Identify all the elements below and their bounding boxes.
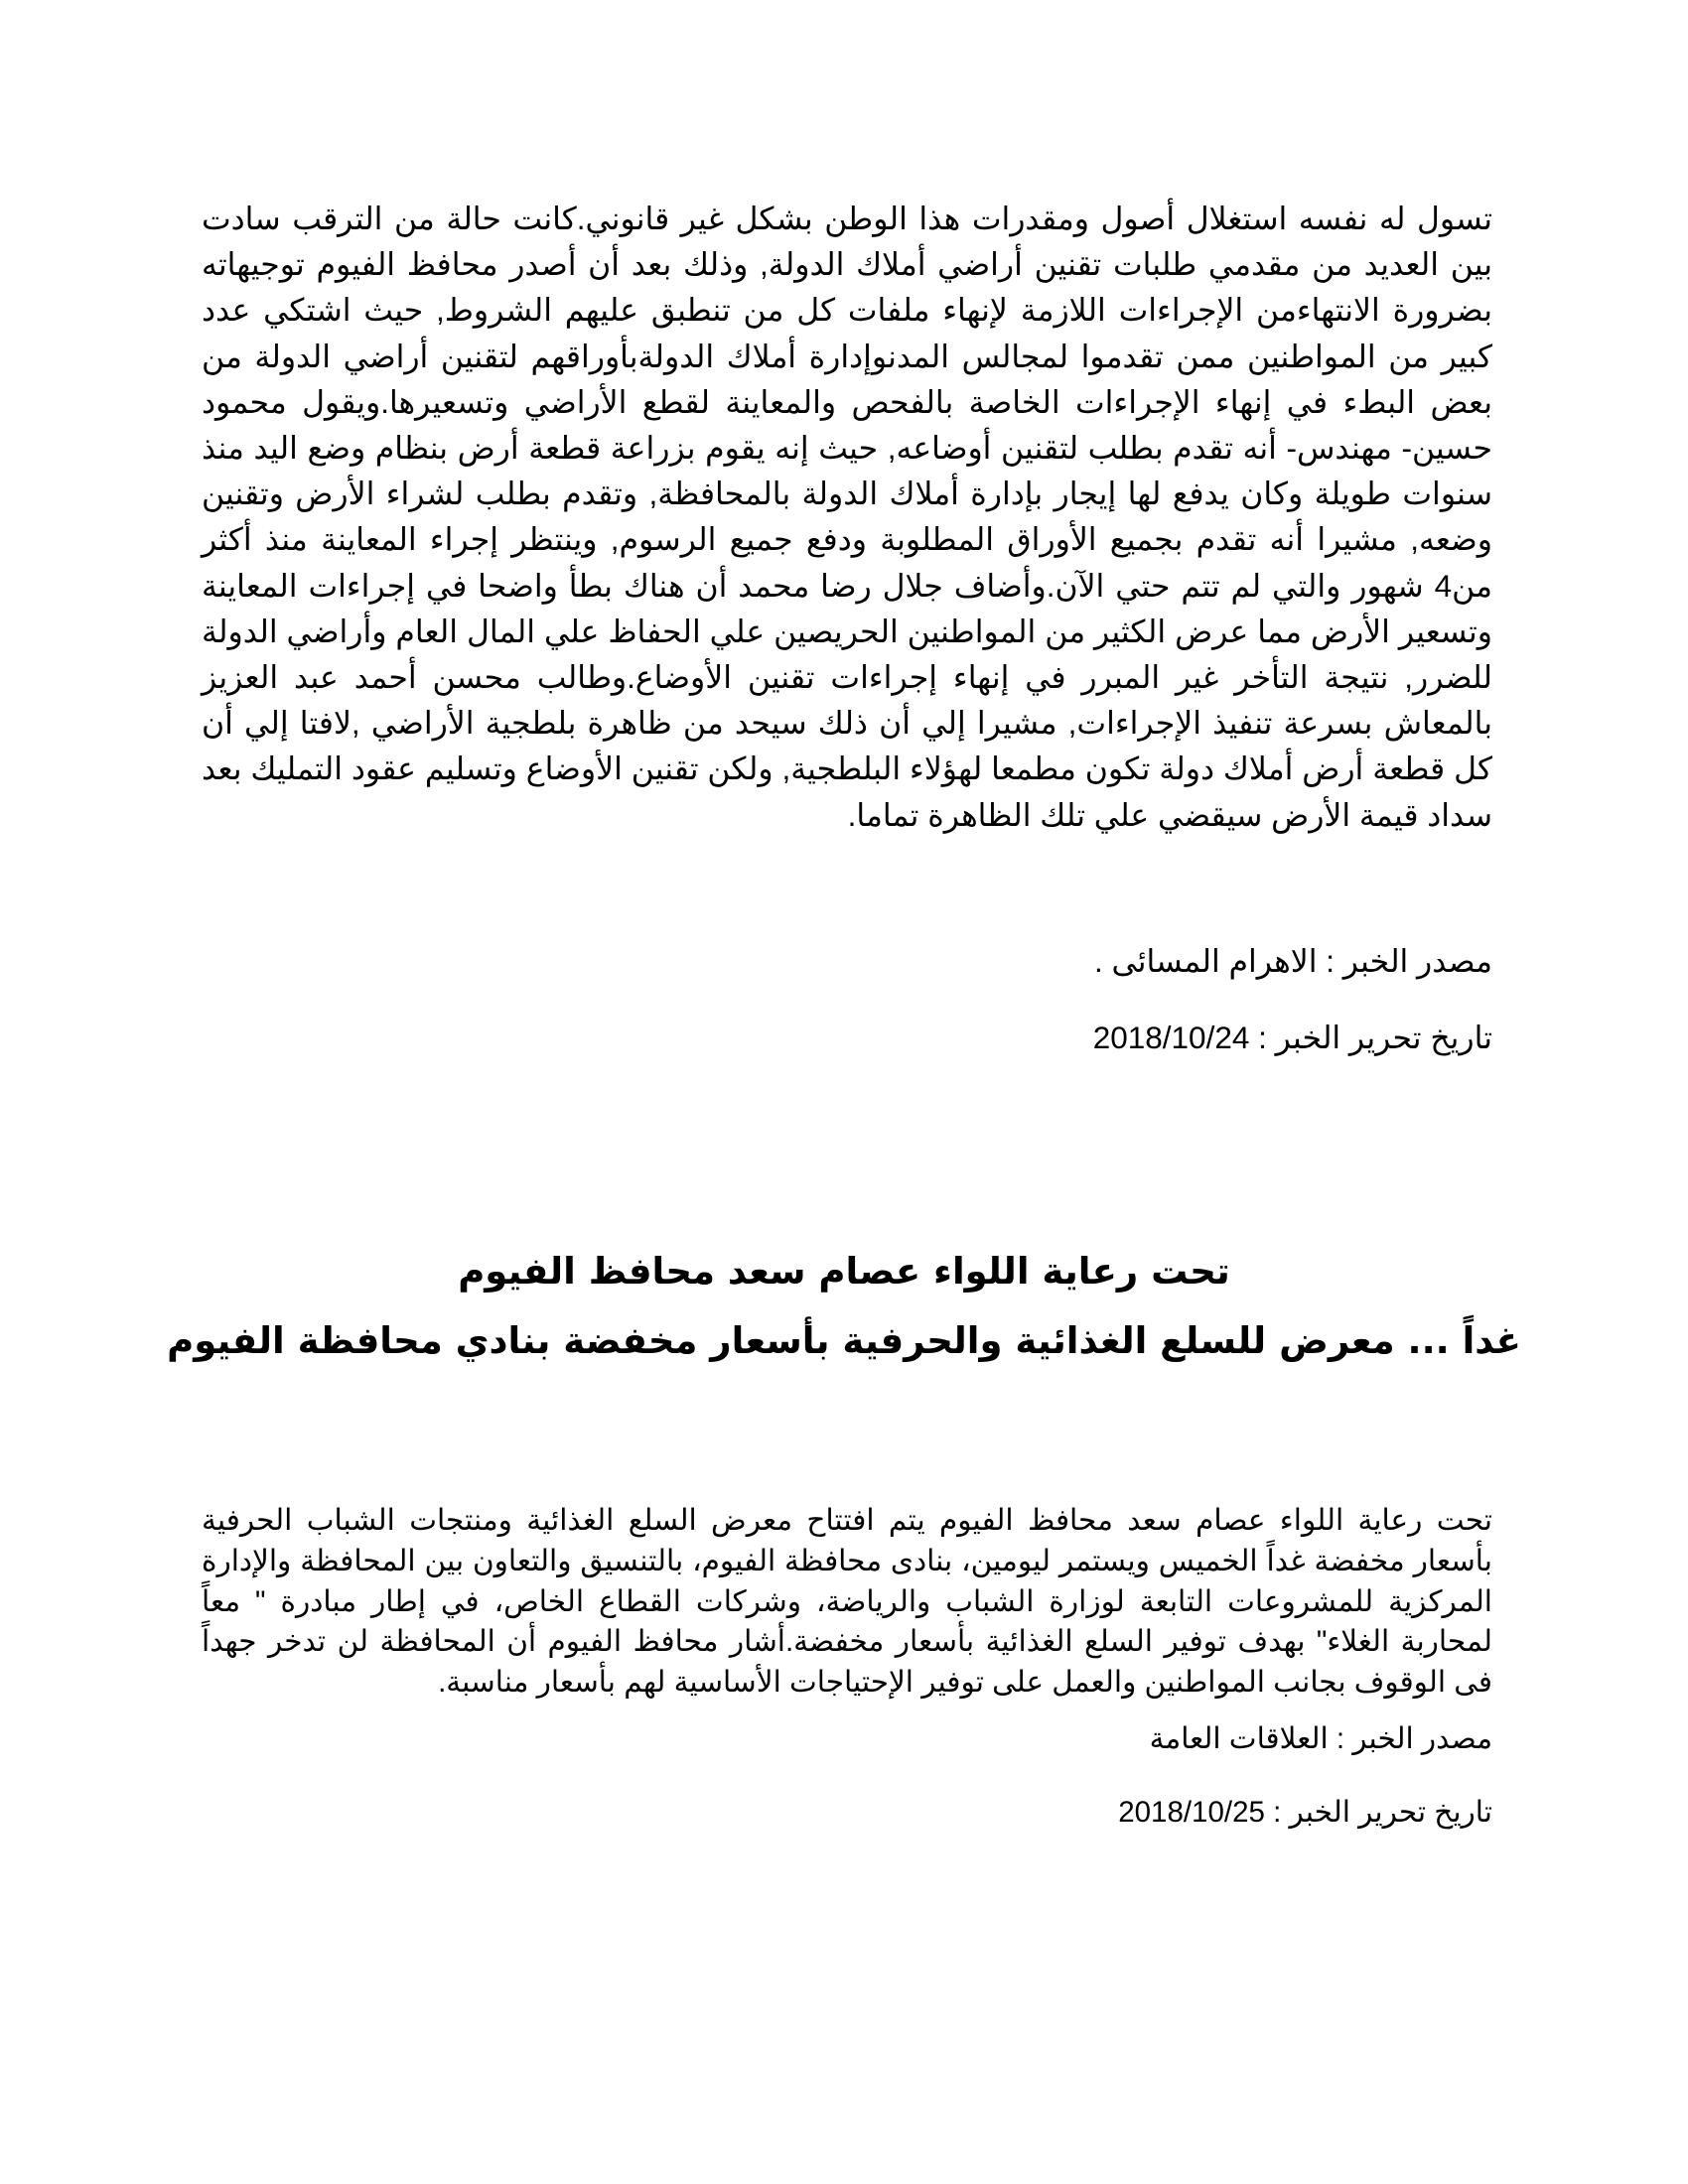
article2-date-line xyxy=(202,1793,1492,1833)
article1-source-label: مصدر الخبر : xyxy=(1317,943,1492,979)
article1-date-line xyxy=(202,1015,1492,1060)
article1-body-text: تسول له نفسه استغلال أصول ومقدرات هذا الوطن بشكل غير قانوني.كانت حالة من الترقب سادت بين العديد من مقدمي طلبات تقنين أراضي أملاك الدولة, وذلك بعد أن أصدر محافظ الفيوم توجيهاته بضرورة الانتهاءمن الإجراءات اللازمة لإنهاء ملفات كل من تنطبق عليهم الشروط, حيث اشتكي عدد كبير من المواطنين ممن تقدموا لمجالس المدنوإدارة أملاك الدولةبأوراقهم لتقنين أراضي الدولة من بعض البطء في إنهاء الإجراءات الخاصة بالفحص والمعاينة لقطع الأراضي وتسعيرها.ويقول محمود حسين- مهندس- أنه تقدم بطلب لتقنين أوضاعه, حيث إنه يقوم بزراعة قطعة أرض بنظام وضع اليد منذ سنوات طويلة وكان يدفع لها إيجار بإدارة أملاك الدولة بالمحافظة, وتقدم بطلب لشراء الأرض وتقنين وضعه, مشيرا أنه تقدم بجميع الأوراق المطلوبة ودفع جميع الرسوم, وينتظر إجراء المعاينة منذ أكثر من4 شهور والتي لم تتم حتي الآن.وأضاف جلال رضا محمد أن هناك بطأ واضحا في إجراءات المعاينة وتسعير الأرض مما عرض الكثير من المواطنين الحريصين علي الحفاظ علي المال العام وأراضي الدولة للضرر, نتيجة التأخر غير المبرر في إنهاء إجراءات تقنين الأوضاع.وطالب محسن أحمد عبد العزيز بالمعاش بسرعة تنفيذ الإجراءات, مشيرا إلي أن ذلك سيحد من ظاهرة بلطجية الأراضي ,لافتا إلي أن كل قطعة أرض أملاك دولة تكون مطمعا لهؤلاء البلطجية, ولكن تقنين الأوضاع وتسليم عقود التمليك بعد سداد قيمة الأرض سيقضي علي تلك الظاهرة تماما. xyxy=(202,201,1492,833)
article2-source-value: العلاقات العامة xyxy=(1149,1722,1329,1755)
article1-date-value: 2018/10/24 xyxy=(1092,1020,1250,1055)
article2-source-line xyxy=(202,1719,1492,1759)
article2-headline-line2: غداً ... معرض للسلع الغذائية والحرفية بأسعار مخفضة بنادي محافظة الفيوم xyxy=(167,1319,1521,1362)
article2-headline-line1: تحت رعاية اللواء عصام سعد محافظ الفيوم xyxy=(458,1250,1230,1293)
article1-source-value: الاهرام المسائى . xyxy=(1093,943,1318,979)
article2-source-label: مصدر الخبر : xyxy=(1328,1722,1492,1755)
article1-date-label: تاريخ تحرير الخبر : xyxy=(1249,1020,1492,1055)
article2-date-value: 2018/10/25 xyxy=(1118,1796,1265,1829)
article2-date-label: تاريخ تحرير الخبر : xyxy=(1264,1796,1492,1829)
article1-source-line xyxy=(202,938,1492,984)
article2-body-text: تحت رعاية اللواء عصام سعد محافظ الفيوم يتم افتتاح معرض السلع الغذائية ومنتجات الشباب الحرفية بأسعار مخفضة غداً الخميس ويستمر ليومين، بنادى محافظة الفيوم، بالتنسيق والتعاون بين المحافظة والإدارة المركزية للمشروعات التابعة لوزارة الشباب والرياضة، وشركات القطاع الخاص، في إطار مبادرة " معاً لمحاربة الغلاء" بهدف توفير السلع الغذائية بأسعار مخفضة.أشار محافظ الفيوم أن المحافظة لن تدخر جهداً فى الوقوف بجانب المواطنين والعمل على توفير الإحتياجات الأساسية لهم بأسعار مناسبة. xyxy=(202,1504,1492,1700)
